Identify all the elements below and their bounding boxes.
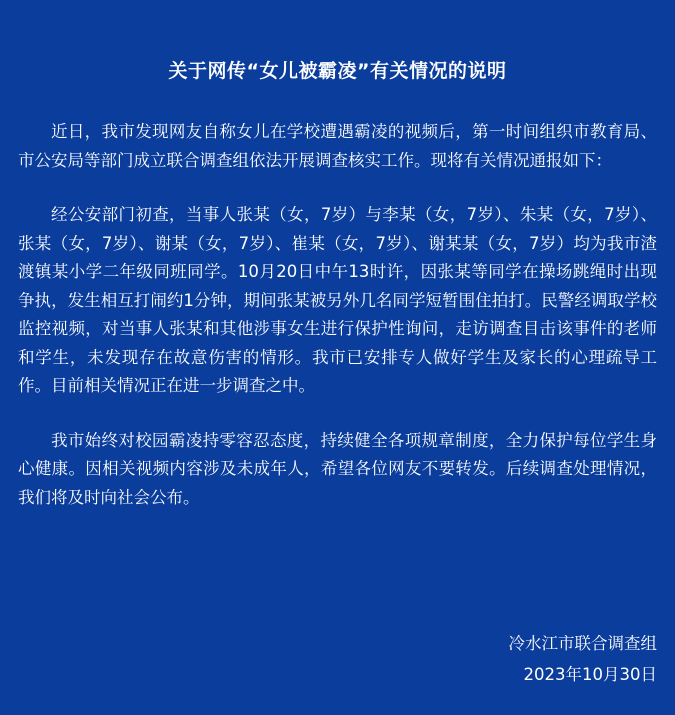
signature-date: 2023年10月30日 [523, 665, 657, 684]
paragraph-statement: 我市始终对校园霸凌持零容忍态度，持续健全各项规章制度，全力保护每位学生身心健康。因相关视频内容涉及未成年人，希望各位网友不要转发。后续调查处理情况，我们将及时向社会公布。 [18, 430, 657, 507]
paragraph-intro: 近日，我市发现网友自称女儿在学校遭遇霸凌的视频后，第一时间组织市教育局、市公安局等部门成立联合调查组依法开展调查核实工作。现将有关情况通报如下： [18, 122, 657, 170]
signature-organization: 冷水江市联合调查组 [508, 634, 657, 653]
document-title: 关于网传“女儿被霸凌”有关情况的说明 [168, 60, 507, 82]
paragraph-findings: 经公安部门初查，当事人张某（女，7岁）与李某（女，7岁）、朱某（女，7岁）、张某（女，7岁）、谢某（女，7岁）、崔某（女，7岁）、谢某某（女，7岁）均为我市渣渡镇某小学二年级同班同学。10月20日中午13时许，因张某等同学在操场跳绳时出现争执，发生相互打闹约1分钟，期间张某被另外几名同学短暂围住拍打。民警经调取学校监控视频，对当事人张某和其他涉事女生进行保护性询问，走访调查目击该事件的老师和学生，未发现存在故意伤害的情形。我市已安排专人做好学生及家长的心理疏导工作。目前相关情况正在进一步调查之中。 [18, 205, 657, 395]
